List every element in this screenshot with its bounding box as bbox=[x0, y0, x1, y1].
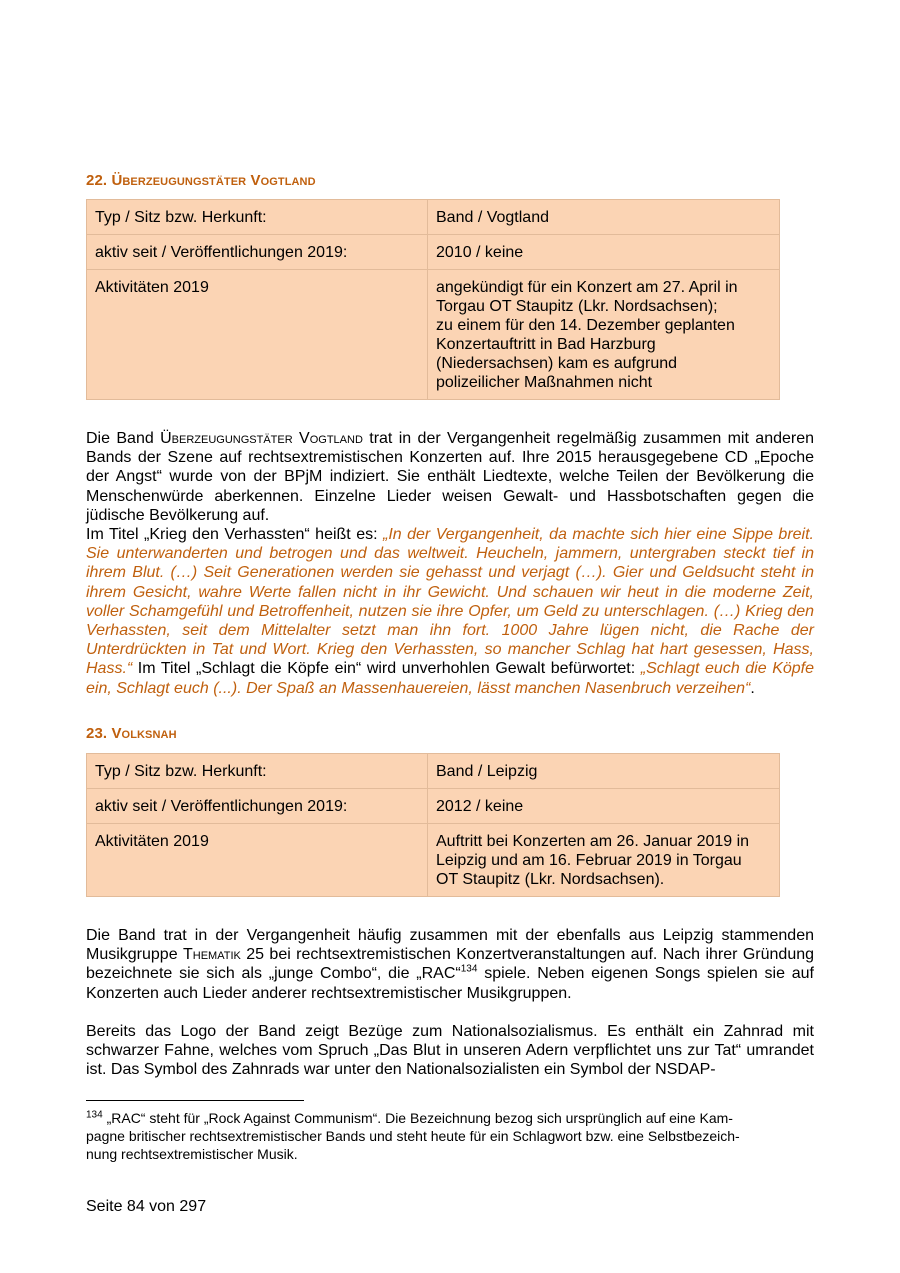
section-22-table bbox=[86, 199, 780, 400]
row-value: Band / Leipzig bbox=[428, 754, 780, 789]
table-row bbox=[87, 824, 780, 897]
footnote-line: $^{134}$ „RAC“ steht für „Rock Against Communism“. Die Bezeichnung bezog sich ursprünglich auf eine Kam- bbox=[86, 1109, 733, 1126]
row-value: Band / Vogtland bbox=[428, 200, 780, 235]
value-line: Leipzig und am 16. Februar 2019 in Torgau bbox=[436, 852, 742, 869]
row-label: Typ / Sitz bzw. Herkunft: bbox=[87, 200, 428, 235]
section-22-body bbox=[86, 429, 814, 698]
lyrics-quote: „In der Vergangenheit, da machte sich hier eine Sippe breit. Sie unterwanderten und betrogen und das weltweit. Heucheln, jammern, untergraben steckt tief in ihrem Blut. (…) Seit Generationen werden sie gehasst und verjagt (…). Gier und Geldsucht steht in ihrem Gesicht, wahre Werte fallen nicht in ihr Gewicht. Und schauen wir heut in die moderne Zeit, voller Schamgefühl und Betroffenheit, nutzen sie ihre Opfer, um Geld zu unterschlagen. (…) Krieg den Verhassten, seit dem Mittelalter setzt man ihn fort. 1000 Jahre lügen nicht, die Rache der Unterdrückten in Tat und Wort. Krieg den Verhassten, so mancher Schlag hat hart gesessen, Hass, Hass.“ bbox=[86, 526, 814, 678]
footnote-mark: 134 bbox=[86, 1109, 103, 1121]
footnote-divider bbox=[86, 1100, 304, 1101]
table-row bbox=[87, 235, 780, 270]
band-name: Überzeugungstäter Vogtland bbox=[160, 430, 363, 447]
value-line: (Niedersachsen) kam es aufgrund bbox=[436, 355, 678, 372]
value-line: polizeilicher Maßnahmen nicht bbox=[436, 374, 653, 391]
footnote-reference[interactable]: 134 bbox=[460, 964, 478, 976]
group-name: Thematik 25 bbox=[183, 946, 265, 964]
row-value: 2010 / keine bbox=[428, 235, 780, 270]
section-23-table bbox=[86, 753, 780, 897]
row-label: Typ / Sitz bzw. Herkunft: bbox=[87, 754, 428, 789]
value-line: zu einem für den 14. Dezember geplanten bbox=[436, 317, 735, 334]
row-value bbox=[428, 270, 780, 400]
paragraph: Die Band Überzeugungstäter Vogtland trat in der Vergangenheit regelmäßig zusammen mit anderen Bands der Szene auf rechtsextremistischen Konzerten auf. Ihre 2015 herausgegebene CD „Epoche der Angst“ wurde von der BPjM indiziert. Sie enthält Liedtexte, welche Teilen der Bevölkerung die Menschenwürde aberkennen. Einzelne Lieder weisen Gewalt- und Hassbotschaften gegen die jüdische Bevölkerung auf. bbox=[86, 430, 815, 524]
lyrics-quote: „Schlagt euch die Köpfe ein, Schlagt euch (...). Der Spaß an Massenhauereien, lässt manchen Nasenbruch verzeihen“ bbox=[86, 660, 815, 697]
table-row bbox=[87, 200, 780, 235]
footnote-line: nung rechtsextremistischer Musik. bbox=[86, 1146, 298, 1162]
row-label: aktiv seit / Veröffentlichungen 2019: bbox=[87, 789, 428, 824]
row-value: 2012 / keine bbox=[428, 789, 780, 824]
value-line: Konzertauftritt in Bad Harzburg bbox=[436, 336, 656, 353]
section-22-heading: 22. Überzeugungstäter Vogtland bbox=[86, 172, 316, 189]
section-23-paragraph-2: Bereits das Logo der Band zeigt Bezüge zum Nationalsozialismus. Es enthält ein Zahnrad mit schwarzer Fahne, welches vom Spruch „Das Blut in unseren Adern verpflichtet uns zur Tat“ umrandet ist. Das Symbol des Zahnrads war unter den Nationalsozialisten ein Symbol der NSDAP- bbox=[86, 1023, 814, 1079]
value-line: angekündigt für ein Konzert am 27. April in bbox=[436, 279, 738, 296]
row-label: aktiv seit / Veröffentlichungen 2019: bbox=[87, 235, 428, 270]
row-value bbox=[428, 824, 780, 897]
paragraph: Im Titel „Krieg den Verhassten“ heißt es: „In der Vergangenheit, da machte sich hier eine Sippe breit. Sie unterwanderten und betrogen und das weltweit. Heucheln, jammern, untergraben steckt tief in ihrem Blut. (…) Seit Generationen werden sie gehasst und verjagt (…). Gier und Geldsucht steht in ihrem Gesicht, wahre Werte fallen nicht in ihr Gewicht. Und schauen wir heut in die moderne Zeit, voller Schamgefühl und Betroffenheit, nutzen sie ihre Opfer, um Geld zu unterschlagen. (…) Krieg den Verhassten, seit dem Mittelalter setzt man ihn fort. 1000 Jahre lügen nicht, die Rache der Unterdrückten in Tat und Wort. Krieg den Verhassten, so mancher Schlag hat hart gesessen, Hass, Hass.“ Im Titel „Schlagt die Köpfe ein“ wird unverhohlen Gewalt befürwortet: „Schlagt euch die Köpfe ein, Schlagt euch (...). Der Spaß an Massenhauereien, lässt manchen Nasenbruch verzeihen“. bbox=[86, 526, 815, 697]
row-label: Aktivitäten 2019 bbox=[87, 824, 428, 897]
table-row bbox=[87, 789, 780, 824]
page-number: Seite 84 von 297 bbox=[86, 1198, 207, 1215]
value-line: Torgau OT Staupitz (Lkr. Nordsachsen); bbox=[436, 298, 718, 315]
section-23-paragraph-1: Die Band trat in der Vergangenheit häufig zusammen mit der ebenfalls aus Leipzig stammenden Musikgruppe Thematik 25 bei rechtsextremistischen Konzertveranstaltungen auf. Nach ihrer Gründung bezeichnete sie sich als „junge Combo“, die „RAC“$^{134}$ spiele. Neben eigenen Songs spielen sie auf Konzerten auch Lieder anderer rechtsextremistischer Musikgruppen. bbox=[86, 927, 815, 1002]
section-23-heading: 23. Volksnah bbox=[86, 725, 177, 742]
table-row bbox=[87, 754, 780, 789]
value-line: Auftritt bei Konzerten am 26. Januar 2019 in bbox=[436, 833, 750, 850]
row-label: Aktivitäten 2019 bbox=[87, 270, 428, 400]
table-row bbox=[87, 270, 780, 400]
value-line: OT Staupitz (Lkr. Nordsachsen). bbox=[436, 871, 665, 888]
footnote bbox=[86, 1109, 806, 1163]
footnote-line: pagne britischer rechtsextremistischer Bands und steht heute für ein Schlagwort bzw. eine Selbstbezeich- bbox=[86, 1128, 740, 1144]
